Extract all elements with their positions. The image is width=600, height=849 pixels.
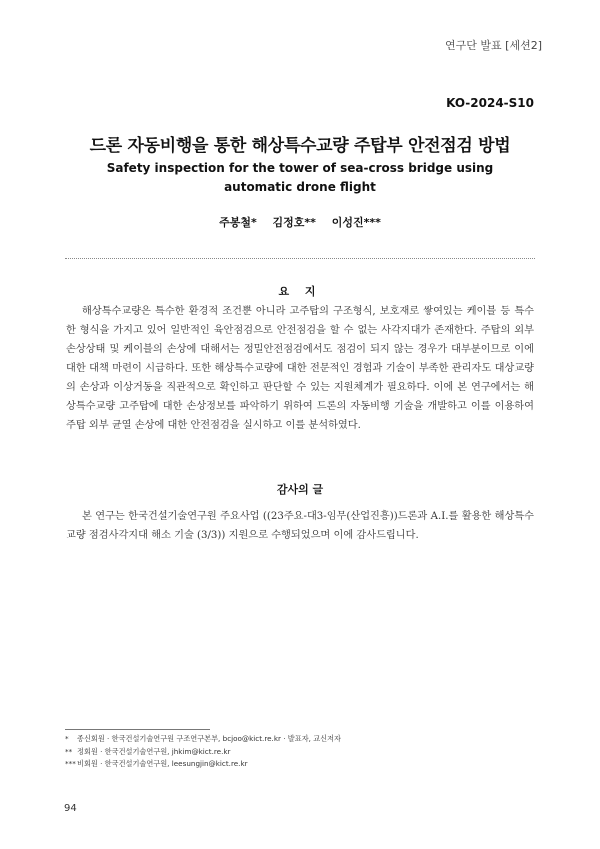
footnote-text: 비회원 · 한국건설기술연구원, leesungjin@kict.re.kr [77,759,248,768]
footnote-rule [65,729,210,730]
section-divider [65,258,535,259]
title-english-line-2: automatic drone flight [224,180,376,194]
abstract-body: 해상특수교량은 특수한 환경적 조건뿐 아니라 고주탑의 구조형식, 보호재로 쌓여있는 케이블 등 특수한 형식을 가지고 있어 일반적인 육안점검으로 안전점검을 할 수 없는 사각지대가 존재한다. 주탑의 외부 손상상태 및 케이블의 손상에 대해서는 정밀안전점검에서도 점검이 되지 않는 경우가 대부분이므로 이에 대한 대책 마련이 시급하다. 또한 해상특수교량에 대한 전문적인 경험과 기술이 부족한 관리자도 대상교량의 손상과 이상거동을 직관적으로 확인하고 판단할 수 있는 지원체계가 필요하다. 이에 본 연구에서는 해상특수교량 고주탑에 대한 손상정보를 파악하기 위하여 드론의 자동비행 기술을 개발하고 이를 이용하여 주탑 외부 균열 손상에 대한 안전점검을 실시하고 이를 분석하였다. [66,306,534,431]
document-code: KO-2024-S10 [446,96,534,110]
footnote-mark: *** [65,759,76,768]
abstract-heading: 요 지 [278,285,322,298]
title-english [100,159,500,197]
acknowledgement-heading: 감사의 글 [276,483,324,496]
title-korean: 드론 자동비행을 통한 해상특수교량 주탑부 안전점검 방법 [89,136,511,156]
footnotes [65,733,535,771]
footnote-mark: ** [65,746,73,756]
footnote-mark: * [65,734,69,743]
footnote-text: 종신회원 · 한국건설기술연구원 구조연구본부, bcjoo@kict.re.kr · 발표자, 교신저자 [77,734,341,743]
running-header: 연구단 발표 [세션2] [445,39,542,52]
footnote [65,758,535,771]
acknowledgement-body: 본 연구는 한국건설기술연구원 주요사업 ((23주요-대3-임무(산업진흥))드론과 A.I.를 활용한 해상특수교량 점검사각지대 해소 기술 (3/3)) 지원으로 수행되었으며 이에 감사드립니다. [66,511,534,541]
footnote [65,746,535,759]
title-english-line-1: Safety inspection for the tower of sea-cross bridge using [106,161,494,175]
author: 주봉철* [219,216,257,229]
author-list [0,214,600,230]
author: 김정호** [272,216,316,229]
author: 이성진*** [331,216,381,229]
footnote [65,733,535,746]
footnote-text: 정회원 · 한국건설기술연구원, jhkim@kict.re.kr [77,746,231,756]
page-number: 94 [64,803,77,814]
